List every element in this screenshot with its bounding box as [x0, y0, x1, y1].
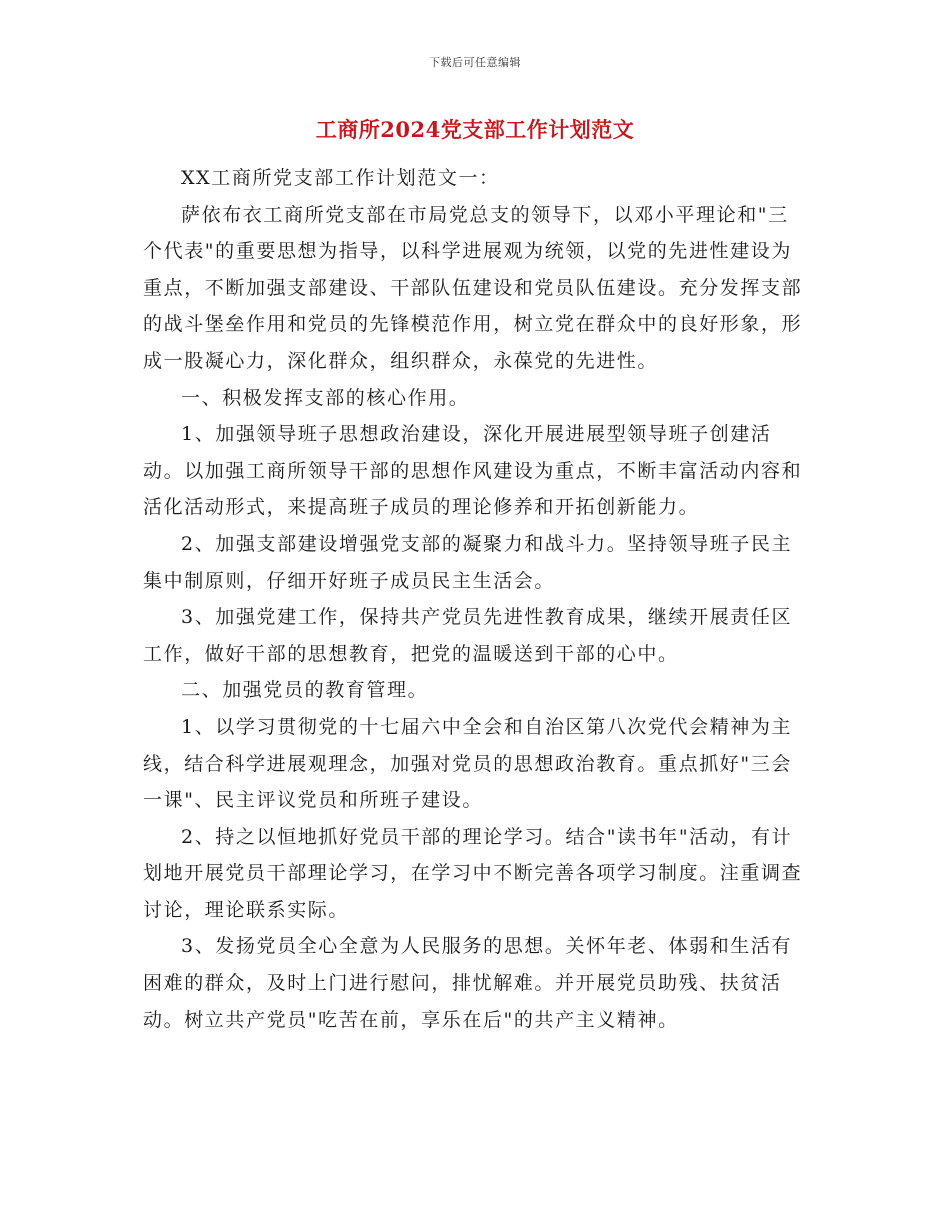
paragraph-overview: 萨依布衣工商所党支部在市局党总支的领导下，以邓小平理论和"三个代表"的重要思想为指导，以科学进展观为统领，以党的先进性建设为重点，不断加强支部建设、干部队伍建设和党员队伍建设。充分发挥支部的战斗堡垒作用和党员的先锋模范作用，树立党在群众中的良好形象，形成一股凝心力，深化群众，组织群众，永葆党的先进性。 — [143, 203, 803, 372]
paragraph-intro-heading: XX工商所党支部工作计划范文一： — [181, 167, 500, 189]
paragraph-item: 1、以学习贯彻党的十七届六中全会和自治区第八次党代会精神为主线，结合科学进展观理念，加强对党员的思想政治教育。重点抓好"三会一课"、民主评议党员和所班子建设。 — [143, 715, 793, 812]
section-heading-1: 一、积极发挥支部的核心作用。 — [181, 386, 470, 409]
document-body — [143, 160, 808, 1038]
document-title: 工商所2024党支部工作计划范文 — [315, 117, 635, 142]
paragraph-item: 3、发扬党员全心全意为人民服务的思想。关怀年老、体弱和生活有困难的群众，及时上门进行慰问，排忧解难。并开展党员助残、扶贫活动。树立共产党员"吃苦在前，享乐在后"的共产主义精神。 — [143, 935, 793, 1031]
section-heading-2: 二、加强党员的教育管理。 — [181, 679, 429, 702]
header-note: 下载后可任意编辑 — [429, 56, 521, 69]
paragraph-item: 3、加强党建工作，保持共产党员先进性教育成果，继续开展责任区工作，做好干部的思想教育，把党的温暖送到干部的心中。 — [143, 606, 793, 665]
paragraph-item: 1、加强领导班子思想政治建设，深化开展进展型领导班子创建活动。以加强工商所领导干部的思想作风建设为重点，不断丰富活动内容和活化活动形式，来提高班子成员的理论修养和开拓创新能力。 — [143, 423, 803, 519]
paragraph-item: 2、加强支部建设增强党支部的凝聚力和战斗力。坚持领导班子民主集中制原则，仔细开好班子成员民主生活会。 — [143, 532, 793, 592]
paragraph-item: 2、持之以恒地抓好党员干部的理论学习。结合"读书年"活动，有计划地开展党员干部理论学习，在学习中不断完善各项学习制度。注重调查讨论，理论联系实际。 — [143, 825, 803, 921]
